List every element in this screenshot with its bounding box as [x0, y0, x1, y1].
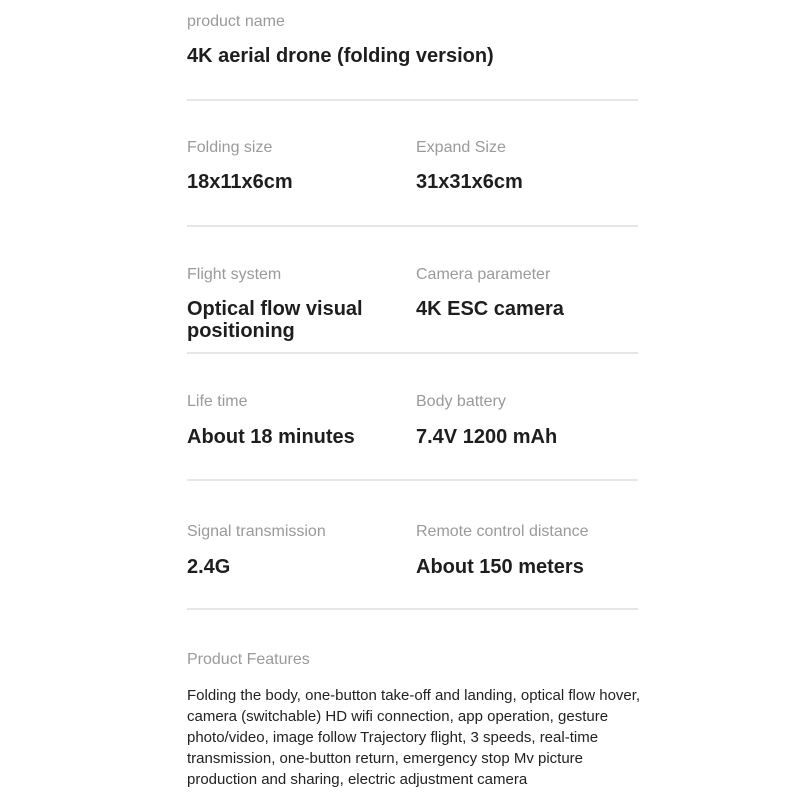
divider	[187, 479, 638, 481]
spec-label-expand-size: Expand Size	[416, 139, 506, 156]
spec-label-remote-control-distance: Remote control distance	[416, 523, 589, 540]
spec-value-remote-control-distance: About 150 meters	[416, 556, 584, 578]
spec-value-signal-transmission: 2.4G	[187, 556, 231, 578]
divider	[187, 608, 638, 610]
spec-label-life-time: Life time	[187, 393, 248, 410]
spec-value-body-battery: 7.4V 1200 mAh	[416, 426, 558, 448]
spec-label-folding-size: Folding size	[187, 139, 273, 156]
features-label: Product Features	[187, 651, 310, 668]
spec-label-camera-parameter: Camera parameter	[416, 266, 551, 283]
divider	[187, 352, 638, 354]
spec-value-life-time: About 18 minutes	[187, 426, 355, 448]
spec-value-camera-parameter: 4K ESC camera	[416, 298, 564, 320]
spec-value-folding-size: 18x11x6cm	[187, 171, 293, 193]
divider	[187, 99, 638, 101]
product-name-value: 4K aerial drone (folding version)	[187, 45, 494, 67]
product-name-label: product name	[187, 13, 285, 30]
features-text: Folding the body, one-button take-off and landing, optical flow hover, camera (switchable) HD wifi connection, app operation, gesture photo/video, image follow Trajectory flight, 3 speeds, real-time transmission, one-button return, emergency stop Mv picture production and sharing, electric adjustment camera	[187, 687, 641, 788]
spec-value-flight-system: Optical flow visual positioning	[187, 298, 363, 342]
spec-label-body-battery: Body battery	[416, 393, 506, 410]
spec-value-expand-size: 31x31x6cm	[416, 171, 523, 193]
spec-label-flight-system: Flight system	[187, 266, 282, 283]
divider	[187, 225, 638, 227]
spec-label-signal-transmission: Signal transmission	[187, 523, 326, 540]
